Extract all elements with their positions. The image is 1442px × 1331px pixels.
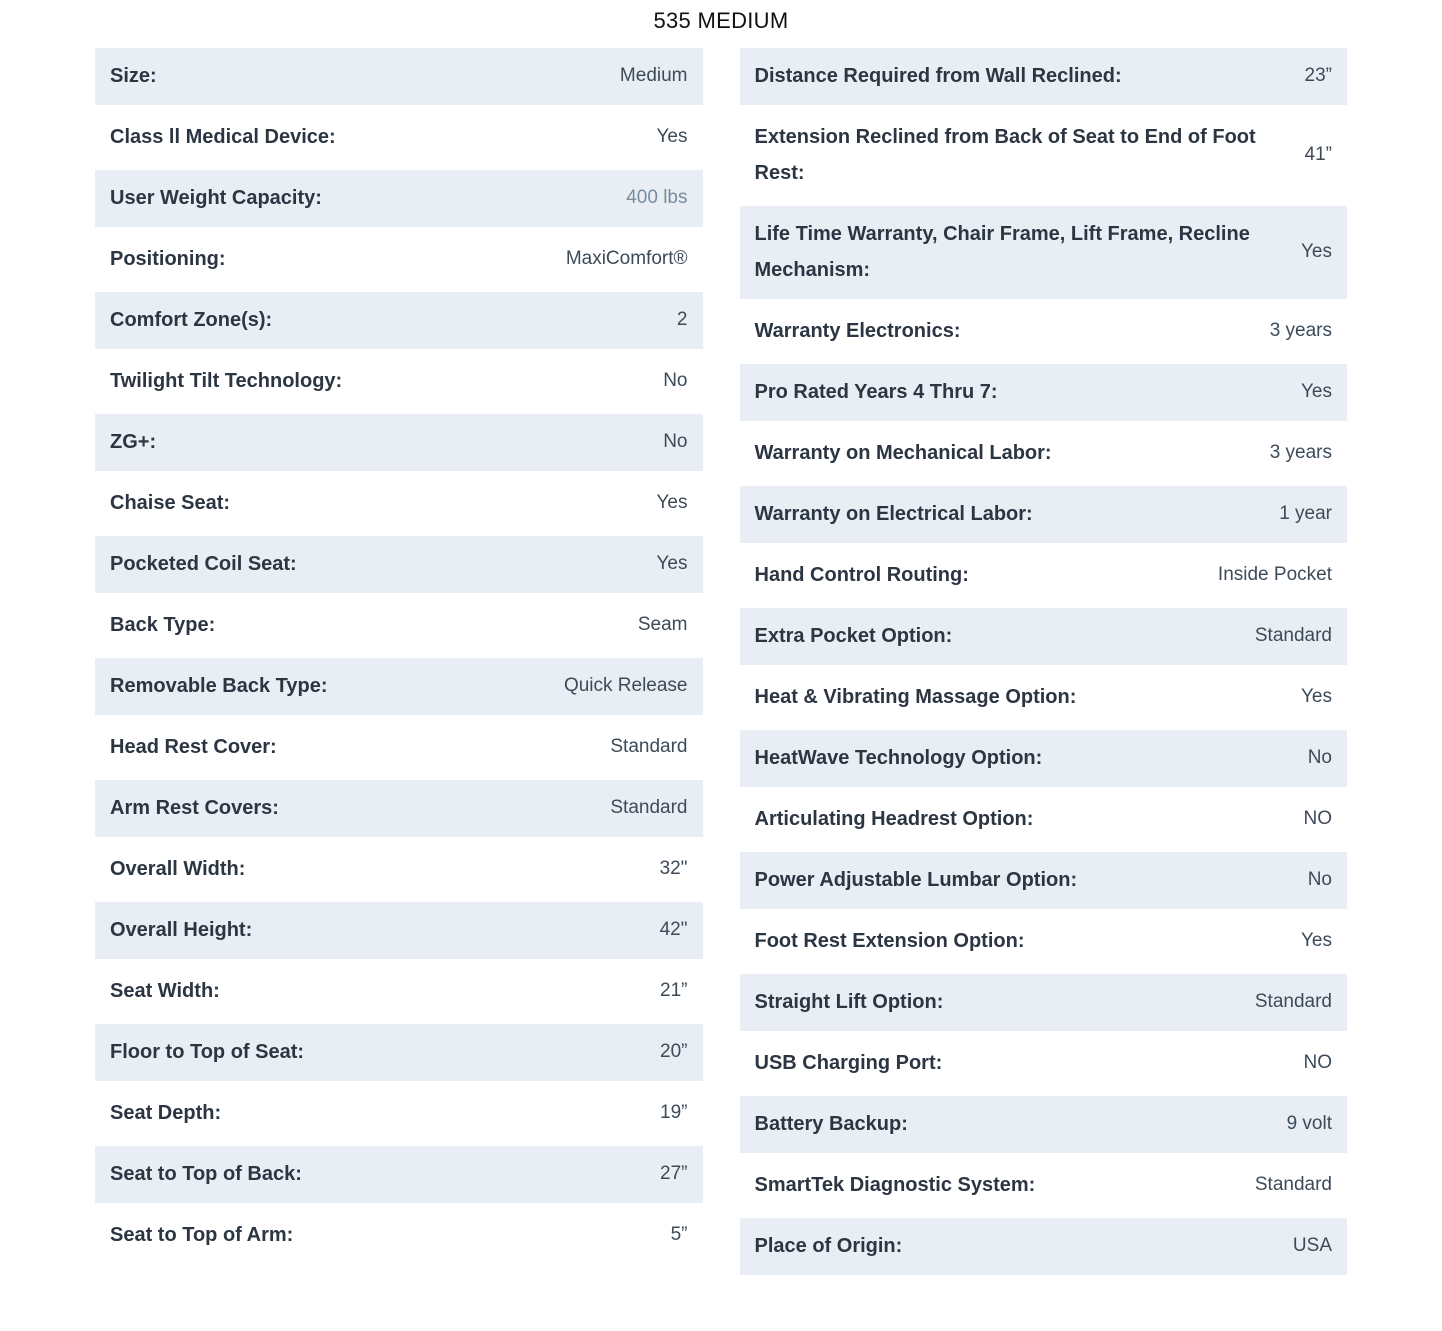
spec-row bbox=[95, 1024, 703, 1081]
spec-label: Pro Rated Years 4 Thru 7: bbox=[754, 380, 998, 403]
spec-label: USB Charging Port: bbox=[754, 1051, 943, 1074]
spec-value: No bbox=[1307, 746, 1332, 768]
spec-label: Positioning: bbox=[110, 248, 226, 271]
spec-row bbox=[95, 658, 703, 715]
spec-row bbox=[95, 292, 703, 349]
spec-value: Standard bbox=[1254, 1173, 1332, 1195]
spec-label: Size: bbox=[110, 65, 157, 88]
spec-row bbox=[740, 791, 1348, 848]
spec-row bbox=[95, 719, 703, 776]
spec-value: 19” bbox=[660, 1102, 688, 1124]
spec-row bbox=[740, 547, 1348, 604]
spec-row bbox=[95, 1085, 703, 1142]
spec-label: Floor to Top of Seat: bbox=[110, 1041, 305, 1064]
spec-row bbox=[740, 303, 1348, 360]
spec-value: Quick Release bbox=[563, 675, 688, 697]
spec-row bbox=[95, 475, 703, 532]
spec-row bbox=[95, 353, 703, 410]
spec-label: Removable Back Type: bbox=[110, 675, 328, 698]
spec-value: 21” bbox=[660, 980, 688, 1002]
spec-label: Place of Origin: bbox=[754, 1234, 903, 1257]
spec-value: No bbox=[1307, 868, 1332, 890]
spec-value: 2 bbox=[676, 309, 688, 331]
spec-label: Extra Pocket Option: bbox=[754, 624, 953, 647]
spec-value: NO bbox=[1303, 807, 1332, 829]
spec-value: Medium bbox=[619, 65, 688, 87]
spec-row bbox=[740, 364, 1348, 421]
spec-row bbox=[95, 597, 703, 654]
spec-value: 9 volt bbox=[1286, 1112, 1332, 1134]
spec-row bbox=[95, 231, 703, 288]
spec-label: Straight Lift Option: bbox=[754, 990, 944, 1013]
spec-value: Standard bbox=[610, 736, 688, 758]
spec-value: Standard bbox=[610, 797, 688, 819]
spec-row bbox=[740, 852, 1348, 909]
spec-row bbox=[95, 1207, 703, 1264]
spec-value: USA bbox=[1292, 1234, 1332, 1256]
spec-label: Hand Control Routing: bbox=[754, 563, 969, 586]
spec-value: Standard bbox=[1254, 990, 1332, 1012]
spec-row bbox=[740, 608, 1348, 665]
spec-value: 41” bbox=[1304, 144, 1332, 166]
spec-row bbox=[95, 1146, 703, 1203]
spec-label: HeatWave Technology Option: bbox=[754, 746, 1043, 769]
spec-value: Standard bbox=[1254, 624, 1332, 646]
spec-row bbox=[95, 902, 703, 959]
spec-row bbox=[740, 206, 1348, 299]
spec-label: SmartTek Diagnostic System: bbox=[754, 1173, 1036, 1196]
spec-row bbox=[740, 1218, 1348, 1275]
spec-label: Warranty Electronics: bbox=[754, 319, 961, 342]
spec-value: MaxiComfort® bbox=[565, 248, 688, 270]
spec-row bbox=[95, 170, 703, 227]
spec-value: 27” bbox=[660, 1163, 688, 1185]
spec-label: Overall Height: bbox=[110, 919, 253, 942]
spec-label: Warranty on Mechanical Labor: bbox=[754, 441, 1052, 464]
spec-label: Class ll Medical Device: bbox=[110, 126, 336, 149]
spec-column-left bbox=[95, 48, 703, 1268]
spec-row bbox=[95, 109, 703, 166]
spec-label: Overall Width: bbox=[110, 858, 246, 881]
spec-value: 23” bbox=[1304, 65, 1332, 87]
spec-label: Articulating Headrest Option: bbox=[754, 807, 1034, 830]
spec-label: Head Rest Cover: bbox=[110, 736, 277, 759]
spec-label: Seat to Top of Arm: bbox=[110, 1224, 294, 1247]
spec-value: Inside Pocket bbox=[1217, 563, 1332, 585]
spec-value: 3 years bbox=[1269, 441, 1332, 463]
spec-row bbox=[95, 48, 703, 105]
spec-row bbox=[95, 780, 703, 837]
spec-label: Comfort Zone(s): bbox=[110, 309, 273, 332]
spec-value: Yes bbox=[1301, 685, 1332, 707]
spec-row bbox=[95, 841, 703, 898]
page-title: 535 MEDIUM bbox=[653, 8, 789, 33]
spec-row bbox=[95, 414, 703, 471]
spec-label: Warranty on Electrical Labor: bbox=[754, 502, 1033, 525]
spec-value: Seam bbox=[637, 614, 688, 636]
spec-label: Twilight Tilt Technology: bbox=[110, 370, 343, 393]
spec-label: Life Time Warranty, Chair Frame, Lift Frame, Recline Mechanism: bbox=[754, 222, 1250, 282]
spec-table bbox=[95, 48, 1347, 1279]
spec-label: Power Adjustable Lumbar Option: bbox=[754, 868, 1078, 891]
spec-label: Seat Depth: bbox=[110, 1102, 222, 1125]
spec-label: Seat Width: bbox=[110, 980, 220, 1003]
spec-label: User Weight Capacity: bbox=[110, 187, 322, 210]
spec-value: Yes bbox=[656, 553, 688, 575]
spec-value: 400 lbs bbox=[626, 187, 688, 209]
spec-label: Arm Rest Covers: bbox=[110, 797, 279, 820]
spec-row bbox=[740, 1035, 1348, 1092]
spec-value: No bbox=[663, 431, 688, 453]
spec-value: Yes bbox=[1301, 240, 1332, 262]
spec-value: 20” bbox=[660, 1041, 688, 1063]
spec-row bbox=[740, 913, 1348, 970]
spec-label: Foot Rest Extension Option: bbox=[754, 929, 1025, 952]
spec-value: Yes bbox=[656, 126, 688, 148]
spec-label: Seat to Top of Back: bbox=[110, 1163, 302, 1186]
spec-value: 5” bbox=[670, 1224, 688, 1246]
spec-label: Battery Backup: bbox=[754, 1112, 908, 1135]
spec-row bbox=[740, 974, 1348, 1031]
spec-value: Yes bbox=[1301, 929, 1332, 951]
spec-row bbox=[95, 963, 703, 1020]
spec-row bbox=[740, 1096, 1348, 1153]
spec-row bbox=[740, 425, 1348, 482]
spec-label: Distance Required from Wall Reclined: bbox=[754, 65, 1122, 88]
spec-label: ZG+: bbox=[110, 431, 157, 454]
spec-label: Back Type: bbox=[110, 614, 216, 637]
spec-row bbox=[740, 730, 1348, 787]
spec-row bbox=[740, 48, 1348, 105]
spec-label: Chaise Seat: bbox=[110, 492, 231, 515]
spec-label: Pocketed Coil Seat: bbox=[110, 553, 297, 576]
spec-row bbox=[740, 486, 1348, 543]
spec-value: 1 year bbox=[1279, 502, 1332, 524]
spec-value: NO bbox=[1303, 1051, 1332, 1073]
spec-value: 3 years bbox=[1269, 319, 1332, 341]
spec-value: 42" bbox=[659, 919, 688, 941]
spec-value: No bbox=[663, 370, 688, 392]
spec-label: Heat & Vibrating Massage Option: bbox=[754, 685, 1077, 708]
spec-row bbox=[740, 1157, 1348, 1214]
spec-row bbox=[740, 109, 1348, 202]
spec-value: Yes bbox=[1301, 380, 1332, 402]
spec-row bbox=[740, 669, 1348, 726]
spec-label: Extension Reclined from Back of Seat to End of Foot Rest: bbox=[754, 126, 1256, 185]
spec-row bbox=[95, 536, 703, 593]
spec-value: 32" bbox=[659, 858, 688, 880]
spec-column-right bbox=[740, 48, 1348, 1279]
spec-value: Yes bbox=[656, 492, 688, 514]
